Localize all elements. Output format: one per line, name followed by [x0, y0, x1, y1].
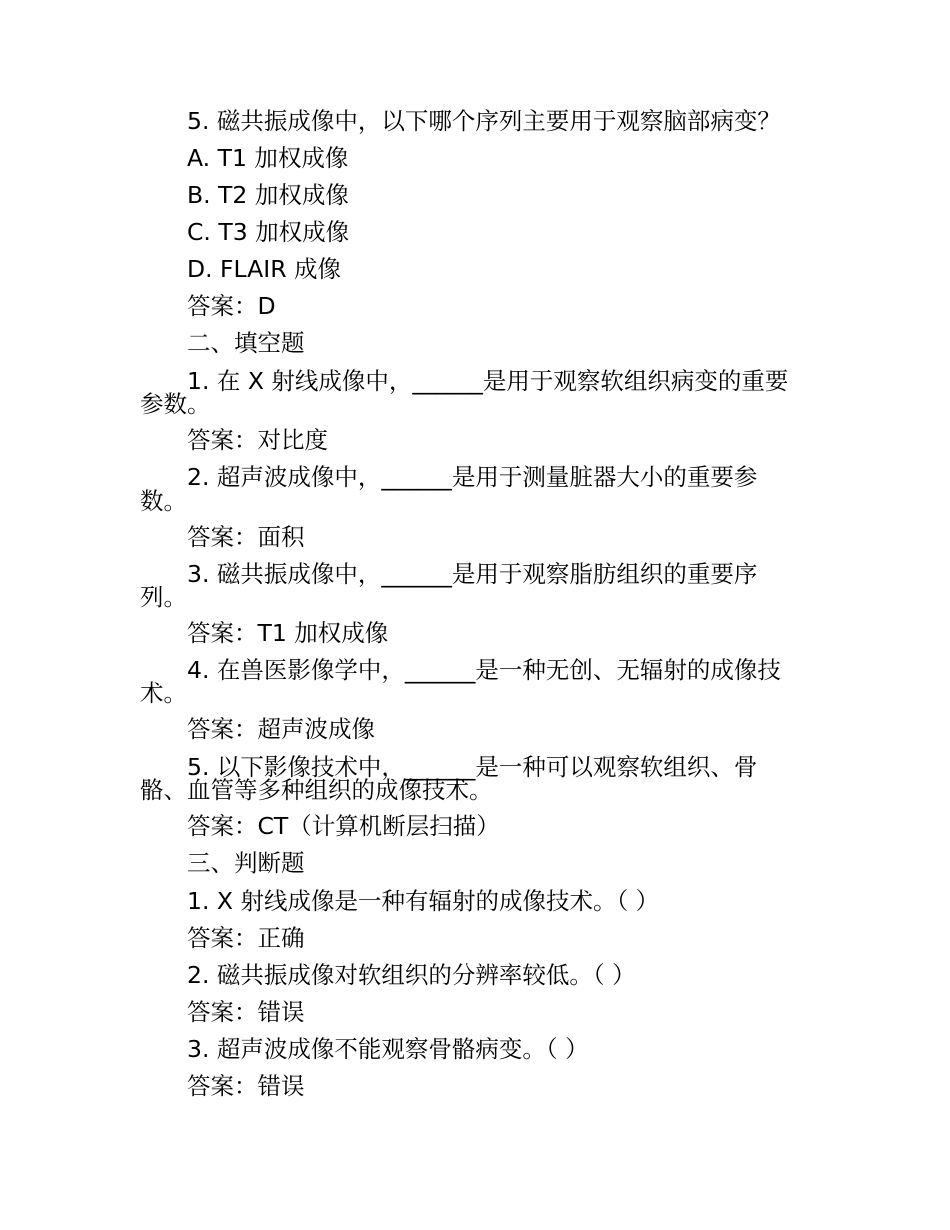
option-d: D. FLAIR 成像	[187, 255, 341, 283]
question-mc-5: 5. 磁共振成像中，以下哪个序列主要用于观察脑部病变？	[187, 107, 781, 135]
fill-question-3: 3. 磁共振成像中，______是用于观察脂肪组织的重要序	[187, 560, 758, 588]
fill-answer-5: 答案：CT（计算机断层扫描）	[187, 812, 500, 840]
option-b: B. T2 加权成像	[187, 181, 349, 209]
fill-question-1: 1. 在 X 射线成像中，______是用于观察软组织病变的重要	[187, 367, 789, 395]
fill-answer-4: 答案：超声波成像	[187, 715, 375, 743]
fill-question-1-wrap: 参数。	[140, 390, 211, 418]
fill-question-5: 5. 以下影像技术中，______是一种可以观察软组织、骨	[187, 753, 758, 781]
option-c: C. T3 加权成像	[187, 218, 350, 246]
tf-question-2: 2. 磁共振成像对软组织的分辨率较低。（ ）	[187, 961, 636, 989]
fill-answer-3: 答案：T1 加权成像	[187, 619, 389, 647]
fill-question-2: 2. 超声波成像中，______是用于测量脏器大小的重要参	[187, 463, 758, 491]
fill-question-5-wrap: 骼、血管等多种组织的成像技术。	[140, 776, 493, 804]
fill-question-4: 4. 在兽医影像学中，______是一种无创、无辐射的成像技	[187, 656, 781, 684]
fill-answer-2: 答案：面积	[187, 523, 305, 551]
section-fill-in: 二、填空题	[187, 329, 305, 357]
answer-mc-5: 答案：D	[187, 292, 276, 320]
option-a: A. T1 加权成像	[187, 144, 349, 172]
tf-question-3: 3. 超声波成像不能观察骨骼病变。（ ）	[187, 1035, 589, 1063]
fill-answer-1: 答案：对比度	[187, 426, 328, 454]
tf-answer-1: 答案：正确	[187, 924, 305, 952]
fill-question-2-wrap: 数。	[140, 487, 187, 515]
tf-answer-3: 答案：错误	[187, 1072, 305, 1100]
tf-answer-2: 答案：错误	[187, 998, 305, 1026]
tf-question-1: 1. X 射线成像是一种有辐射的成像技术。（ ）	[187, 887, 660, 915]
fill-question-4-wrap: 术。	[140, 679, 187, 707]
fill-question-3-wrap: 列。	[140, 583, 187, 611]
section-true-false: 三、判断题	[187, 849, 305, 877]
